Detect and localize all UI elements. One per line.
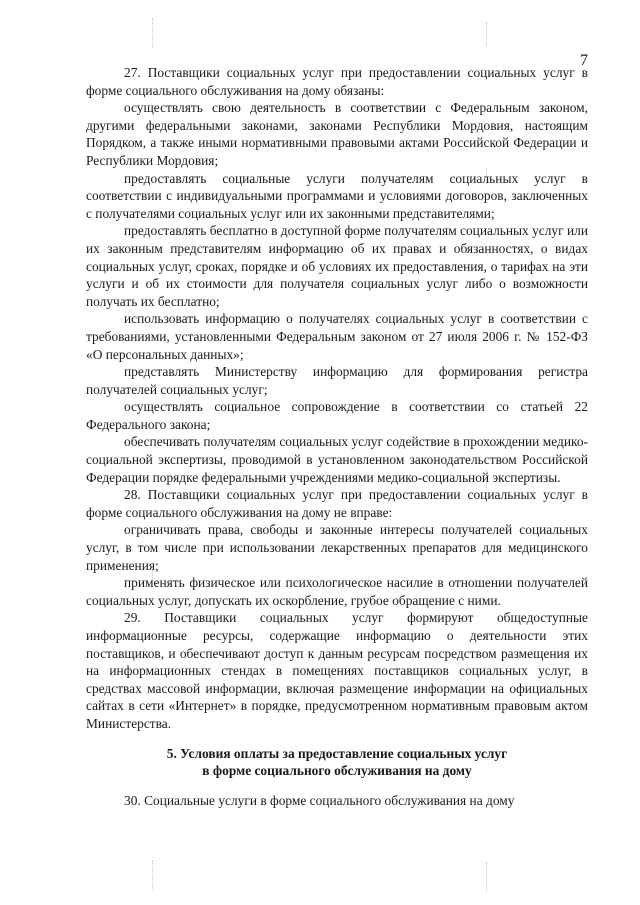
scan-artifact: [486, 22, 487, 46]
list-item: предоставлять бесплатно в доступной форме получателям социальных услуг или их законным представителям информацию об их правах и обязанностях, о видах социальных услуг, сроках, порядке и об условиях их предоставления, о тарифах на эти услуги и об их стоимости для получателя социальных услуг либо о возможности получать их бесплатно;: [86, 223, 588, 309]
paragraph-30: 30. Социальные услуги в форме социального обслуживания на дому: [124, 792, 515, 808]
list-item: ограничивать права, свободы и законные интересы получателей социальных услуг, в том числе при использовании лекарственных препаратов для медицинского применения;: [86, 522, 588, 573]
list-item: представлять Министерству информацию для формирования регистра получателей социальных услуг;: [86, 364, 588, 397]
section-heading-line-1: 5. Условия оплаты за предоставление социальных услуг: [166, 745, 508, 761]
list-item: обеспечивать получателям социальных услуг содействие в прохождении медико-социальной экспертизы, проводимой в установленном законодательством Российской Федерации порядке федеральными учреждениями медико-социальной экспертизы.: [86, 434, 588, 485]
section-heading: [86, 745, 588, 780]
list-item: осуществлять свою деятельность в соответствии с Федеральным законом, другими федеральными законами, законами Республики Мордовия, настоящим Порядком, а также иными нормативными правовыми актами Российской Федерации и Республики Мордовия;: [86, 100, 588, 168]
paragraph-27: 27. Поставщики социальных услуг при предоставлении социальных услуг в форме социального обслуживания на дому обязаны:: [86, 65, 588, 98]
paragraph-29: 29. Поставщики социальных услуг формируют общедоступные информационные ресурсы, содержащие информацию о деятельности этих поставщиков, и обеспечивают доступ к данным ресурсам посредством размещения их на информационных стендах в помещениях поставщиков социальных услуг, в средствах массовой информации, включая размещение информации на официальных сайтах в сети «Интернет» в порядке, предусмотренном нормативным правовым актом Министерства.: [86, 610, 588, 731]
section-heading-line-2: в форме социального обслуживания на дому: [202, 763, 472, 779]
scan-artifact: [152, 18, 153, 48]
paragraph-28: 28. Поставщики социальных услуг при предоставлении социальных услуг в форме социального обслуживания на дому не вправе:: [86, 487, 588, 520]
list-item: осуществлять социальное сопровождение в соответствии со статьей 22 Федерального закона;: [86, 399, 588, 432]
list-item: предоставлять социальные услуги получателям социальных услуг в соответствии с индивидуальными программами и условиями договоров, заключенных с получателями социальных услуг или их законными представителями;: [86, 170, 588, 221]
page-number: 7: [580, 52, 588, 69]
scan-artifact: [152, 860, 153, 890]
scan-artifact: [486, 862, 487, 892]
list-item: применять физическое или психологическое насилие в отношении получателей социальных услуг, допускать их оскорбление, грубое обращение с ними.: [86, 575, 588, 608]
list-item: использовать информацию о получателях социальных услуг в соответствии с требованиями, установленными Федеральным законом от 27 июля 2006 г. № 152-ФЗ «О персональных данных»;: [86, 311, 588, 362]
document-body: [86, 64, 588, 809]
